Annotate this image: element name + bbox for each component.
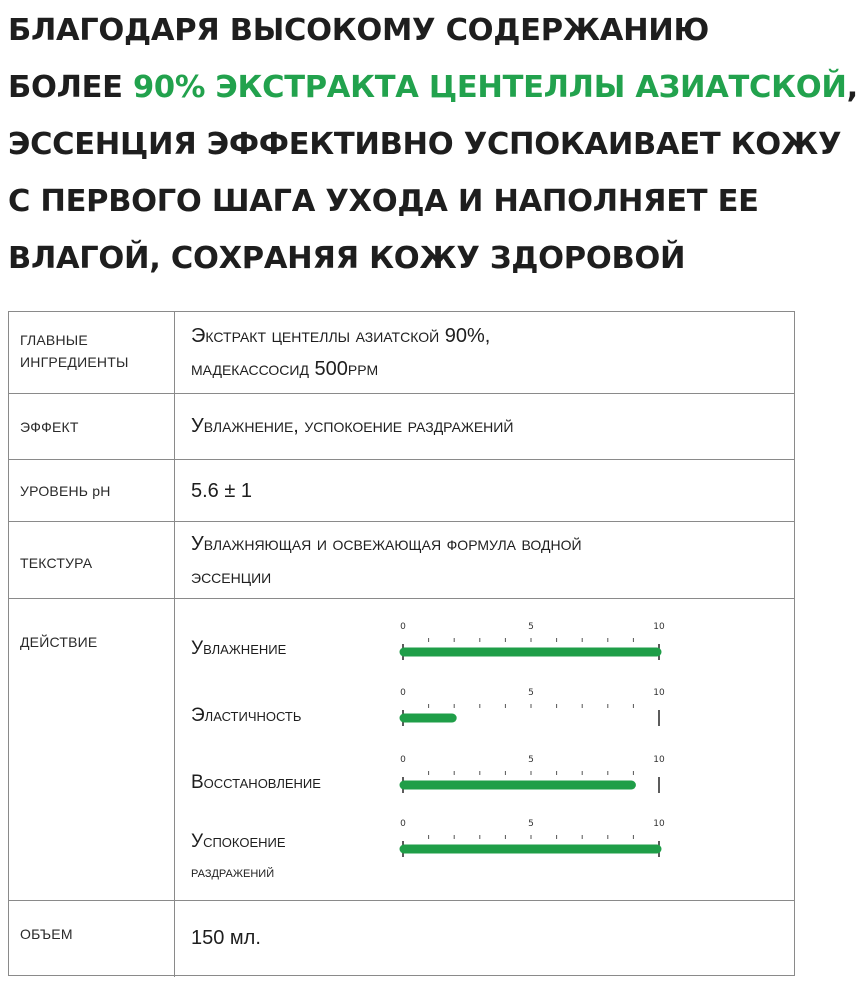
action-item-moisturizing-label: Увлажнение [191, 638, 287, 659]
effect-label: ЭФФЕКТ [20, 419, 79, 435]
headline [8, 2, 858, 287]
texture-value [191, 528, 780, 594]
headline-line-2-suffix: , [846, 70, 858, 105]
ingredients-label-line-2: ИНГРЕДИЕНТЫ [20, 354, 129, 370]
spec-row-effect [9, 394, 794, 460]
ph-value: 5.6 ± 1 [191, 480, 253, 502]
headline-line-5: ВЛАГОЙ, СОХРАНЯЯ КОЖУ ЗДОРОВОЙ [8, 241, 686, 276]
spec-row-ingredients [9, 312, 794, 394]
rating-scale [399, 755, 664, 801]
texture-value-line-2: эссенции [191, 566, 272, 588]
rating-scale [399, 688, 664, 734]
ph-label: УРОВЕНЬ pH [20, 483, 111, 499]
texture-label: ТЕКСТУРА [20, 555, 93, 571]
action-scale-restoration [399, 755, 664, 801]
action-item-soothing-label-line-1: Успокоение [191, 831, 286, 852]
spec-row-ph [9, 460, 794, 522]
effect-value: Увлажнение, успокоение раздражений [191, 415, 514, 437]
scale-tick-number: 10 [653, 622, 665, 632]
action-item-restoration-label: Восстановление [191, 772, 321, 793]
headline-line-1: БЛАГОДАРЯ ВЫСОКОМУ СОДЕРЖАНИЮ [8, 13, 710, 48]
ingredients-label [20, 329, 129, 373]
scale-tick-number: 10 [653, 688, 665, 698]
scale-tick-number: 5 [528, 688, 534, 698]
texture-value-line-1: Увлажняющая и освежающая формула водной [191, 533, 582, 555]
rating-scale [399, 819, 664, 865]
headline-line-2-prefix: БОЛЕЕ [8, 70, 133, 105]
column-divider [174, 599, 175, 900]
action-label: ДЕЙСТВИЕ [20, 634, 98, 650]
headline-accent: 90% ЭКСТРАКТА ЦЕНТЕЛЛЫ АЗИАТСКОЙ [133, 70, 847, 105]
spec-row-action [9, 599, 794, 901]
headline-line-2 [8, 59, 858, 116]
scale-tick-number: 0 [400, 688, 406, 698]
column-divider [174, 394, 175, 459]
column-divider [174, 312, 175, 393]
ingredients-value-line-2: мадекассосид 500ppm [191, 358, 379, 380]
headline-line-3: ЭССЕНЦИЯ ЭФФЕКТИВНО УСПОКАИВАЕТ КОЖУ [8, 127, 842, 162]
action-item-elasticity-label: Эластичность [191, 705, 302, 726]
action-scale-moisturizing [399, 622, 664, 668]
rating-scale [399, 622, 664, 668]
headline-line-4: С ПЕРВОГО ШАГА УХОДА И НАПОЛНЯЕТ ЕЕ [8, 184, 759, 219]
scale-tick-number: 0 [400, 622, 406, 632]
column-divider [174, 522, 175, 598]
volume-label: ОБЪЕМ [20, 926, 73, 942]
scale-tick-number: 5 [528, 622, 534, 632]
ingredients-value [191, 320, 780, 386]
ingredients-label-line-1: ГЛАВНЫЕ [20, 332, 88, 348]
spec-row-volume [9, 901, 794, 977]
action-item-soothing-label [191, 826, 286, 888]
scale-tick-number: 10 [653, 819, 665, 829]
ingredients-value-line-1: Экстракт центеллы азиатской 90%, [191, 325, 491, 347]
action-scale-elasticity [399, 688, 664, 734]
column-divider [174, 901, 175, 977]
spec-table [8, 311, 795, 976]
action-scale-soothing [399, 819, 664, 865]
volume-value: 150 мл. [191, 927, 261, 949]
spec-row-texture [9, 522, 794, 599]
scale-tick-number: 5 [528, 819, 534, 829]
action-item-soothing-label-line-2: раздражений [191, 864, 275, 881]
scale-tick-number: 0 [400, 755, 406, 765]
scale-tick-number: 0 [400, 819, 406, 829]
scale-tick-number: 5 [528, 755, 534, 765]
column-divider [174, 460, 175, 521]
scale-tick-number: 10 [653, 755, 665, 765]
